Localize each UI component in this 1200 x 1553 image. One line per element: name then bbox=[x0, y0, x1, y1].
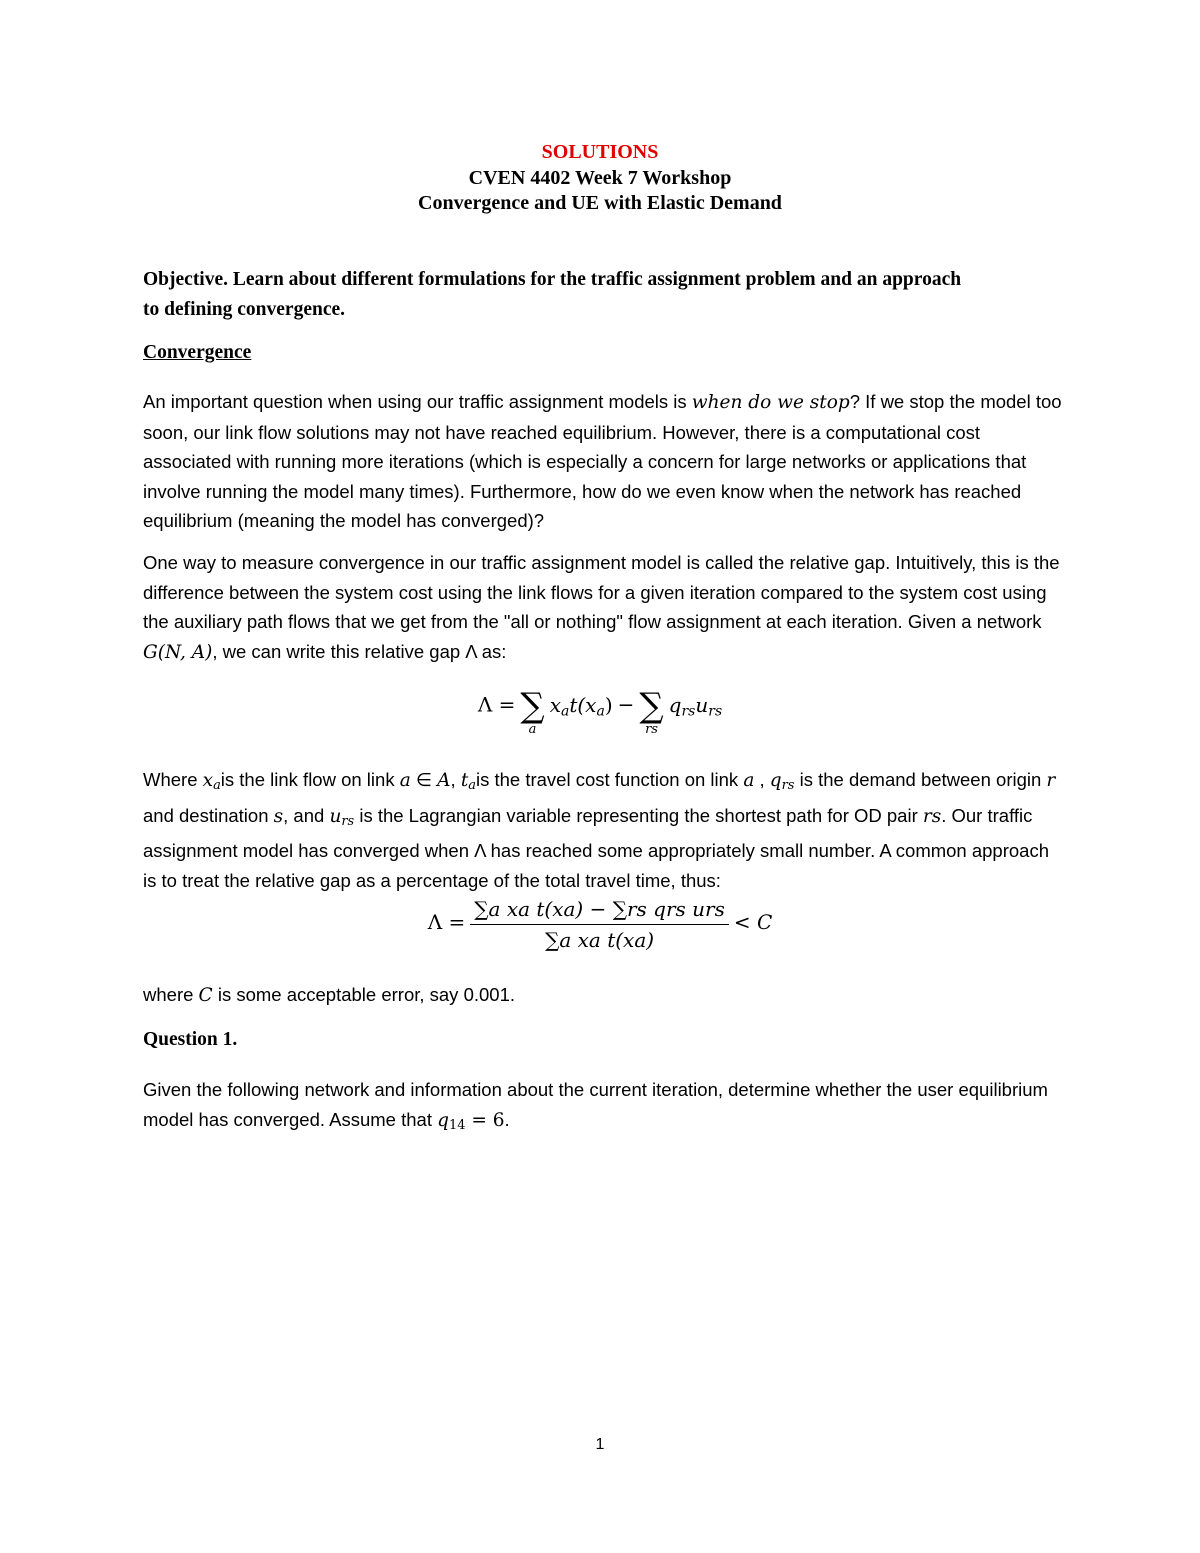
eq1-sum1-sub: a bbox=[528, 722, 537, 737]
eq2-rhs: < C bbox=[733, 910, 773, 935]
para4-text-b: is some acceptable error, say 0.001. bbox=[212, 984, 516, 1005]
eq1-term2-q: q bbox=[668, 692, 682, 717]
para3-t3: is the travel cost function on link bbox=[475, 769, 744, 790]
para3-t7: is the Lagrangian variable representing the shortest path for OD pair bbox=[354, 804, 923, 826]
para3-t5: and destination bbox=[143, 804, 274, 826]
equation-relative-gap-percentage bbox=[0, 897, 1200, 952]
para4-text-a: where bbox=[143, 984, 199, 1005]
para1-text-a: An important question when using our traffic assignment models is bbox=[143, 391, 692, 412]
q1-math: q bbox=[437, 1109, 449, 1131]
eq1-term2-q-sub: rs bbox=[681, 703, 696, 720]
para2-text-a: One way to measure convergence in our traffic assignment model is called the relative gap. Intuitively, this is the difference between the system cost using the link flows for a given iteration compared to the system cost using the auxiliary path flows that we get from the "all or nothing" flow assignment at each iteration. Given a network bbox=[143, 552, 1060, 632]
q1-text-b: . bbox=[504, 1108, 510, 1130]
q1-text-a: Given the following network and information about the current iteration, determine whether the user equilibrium model has converged. Assume that bbox=[143, 1079, 1048, 1130]
para3-t6: , and bbox=[283, 804, 330, 826]
eq1-minus: − bbox=[617, 692, 635, 717]
eq1-term1-rest-sub: a bbox=[596, 703, 605, 720]
para1-text-b: ? If we stop the model too soon, our link flow solutions may not have reached equilibrium. However, there is a computational cost associated with running more iterations (which is especially a concern for large networks or applications that involve running the model many times). Furthermore, how do we even know when the network has reached equilibrium (meaning the model has converged)? bbox=[143, 391, 1062, 531]
para1-italic: when do we stop bbox=[691, 392, 850, 413]
eq1-term1-rest: t(x bbox=[569, 692, 597, 717]
document-title: Convergence and UE with Elastic Demand bbox=[418, 192, 782, 214]
eq1-sum2-sub: rs bbox=[645, 722, 658, 737]
question-1-text bbox=[143, 1075, 1063, 1140]
equation-relative-gap: Λ = ∑ a $x_at(x_a)$ − ∑ rs $q_{rs}u_{rs}$ bbox=[477, 686, 723, 737]
paragraph-acceptable-error bbox=[143, 980, 1063, 1011]
eq2-numerator: ∑a xa t(xa) − ∑rs qrs urs bbox=[470, 897, 729, 925]
eq1-term1: x bbox=[549, 692, 561, 717]
para3-t8: . Our traffic assignment model has converged when Λ has reached some appropriately small number. A common approach is to treat the relative gap as a percentage of the total travel time, thus: bbox=[143, 804, 1050, 891]
objective-line-2: to defining convergence. bbox=[143, 299, 346, 320]
para2-text-b: , we can write this relative gap Λ as: bbox=[212, 640, 507, 662]
eq1-lhs: Λ = bbox=[477, 692, 516, 717]
q1-math-eq: = 6 bbox=[465, 1109, 505, 1131]
paragraph-when-to-stop bbox=[143, 387, 1063, 536]
objective-line-1: Objective. Learn about different formulations for the traffic assignment problem and an approach bbox=[143, 269, 962, 290]
eq1-term2-u: u bbox=[695, 692, 709, 717]
para4-var: C bbox=[198, 985, 213, 1006]
eq1-term1-close: ) bbox=[604, 692, 613, 717]
course-title: CVEN 4402 Week 7 Workshop bbox=[468, 167, 732, 189]
paragraph-definitions: Where $x_ais$ the link flow on link a ∈ A, $t_ais$ the travel cost function on link a , $q_{rs}$ is the demand between origin r and destination s, and $u_{rs}$ is the Lagrangian variable representing the shortest path for OD pair rs. Our traffic assignment model has converged when Λ has reached some appropriately small number. A common approach is to treat the relative gap as a percentage of the total travel time, thus: bbox=[143, 769, 1056, 891]
objective-paragraph bbox=[143, 265, 1083, 325]
eq1-term1-sub: a bbox=[560, 703, 570, 720]
page-number: 1 bbox=[595, 1436, 605, 1453]
eq1-term2-u-sub: rs bbox=[708, 703, 723, 720]
q1-math-sub: 14 bbox=[448, 1117, 466, 1133]
para3-t2: is the link flow on link bbox=[220, 769, 400, 790]
solutions-label: SOLUTIONS bbox=[541, 141, 659, 163]
eq2-lhs: Λ = bbox=[427, 910, 466, 935]
graph-notation: G(N, A) bbox=[143, 641, 213, 663]
question-1-heading: Question 1. bbox=[143, 1029, 238, 1050]
paragraph-relative-gap bbox=[143, 548, 1063, 667]
para3-t4: is the demand between origin bbox=[794, 769, 1047, 790]
para3-t1: Where bbox=[143, 769, 203, 790]
convergence-heading: Convergence bbox=[143, 342, 252, 363]
eq2-denominator: ∑a xa t(xa) bbox=[545, 928, 655, 952]
